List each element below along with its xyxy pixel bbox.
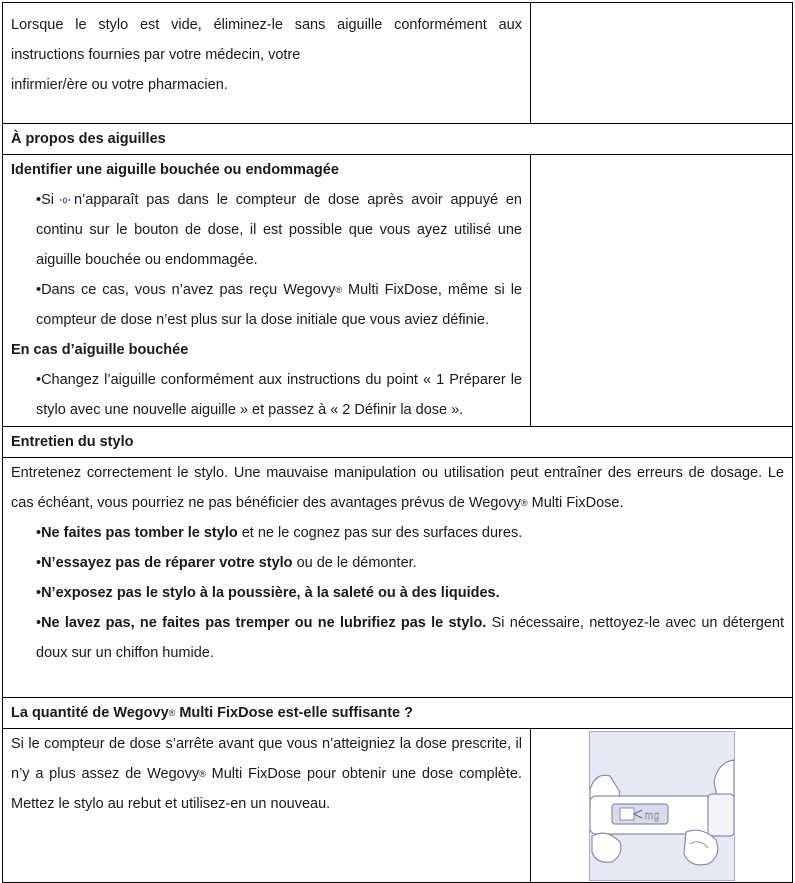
- needles-heading: À propos des aiguilles: [3, 124, 793, 155]
- disposal-line-2: instructions fournies par votre médecin, votre: [11, 47, 301, 63]
- disposal-line-1: Lorsque le stylo est vide, éliminez-le sans aiguille conformément aux: [11, 17, 522, 33]
- care-intro-post: Multi FixDose.: [527, 495, 624, 511]
- registered-mark: ®: [199, 769, 206, 779]
- disposal-line-3: infirmier/ère ou votre pharmacien.: [11, 77, 228, 93]
- bullet2-pre: Dans ce cas, vous n’avez pas reçu Wegovy: [41, 282, 336, 298]
- care-intro: [11, 458, 784, 518]
- disposal-text-cell: [3, 3, 531, 124]
- care-row: [3, 458, 793, 698]
- quantity-row: [3, 729, 793, 883]
- needle-bullet-2: [11, 275, 522, 335]
- pen-illustration-svg: [590, 732, 734, 880]
- svg-text:0: 0: [62, 195, 68, 205]
- care-item-2: [11, 548, 784, 578]
- care-item-2-bold: N’essayez pas de réparer votre stylo: [41, 555, 293, 571]
- quantity-heading-row: [3, 698, 793, 729]
- bullet2-post: Multi FixDose, même si le compteur de dose n’est plus sur la dose initiale que vous aviez définie.: [36, 282, 523, 328]
- care-item-1-rest: et ne le cognez pas sur des surfaces dures.: [237, 525, 523, 541]
- care-item-4: [11, 608, 784, 668]
- registered-mark: ®: [520, 498, 528, 508]
- care-item-1: [11, 518, 784, 548]
- disposal-figure-cell: [531, 3, 793, 124]
- needles-row: [3, 155, 793, 427]
- dose-unit-label: mg: [643, 810, 660, 822]
- identify-heading: Identifier une aiguille bouchée ou endommagée: [11, 162, 339, 178]
- care-item-4-bold: Ne lavez pas, ne faites pas tremper ou ne lubrifiez pas le stylo.: [41, 615, 487, 631]
- quantity-heading-pre: La quantité de Wegovy: [11, 705, 169, 721]
- registered-mark: ®: [335, 285, 342, 295]
- care-item-1-bold: Ne faites pas tomber le stylo: [41, 525, 238, 541]
- quantity-figure-cell: [531, 729, 793, 883]
- quantity-heading-post: Multi FixDose est-elle suffisante ?: [175, 705, 413, 721]
- blocked-heading: En cas d’aiguille bouchée: [11, 342, 189, 358]
- needle-bullet-1: [11, 185, 522, 275]
- instructions-table: [2, 2, 793, 883]
- disposal-row: [3, 3, 793, 124]
- care-item-3: [11, 578, 784, 608]
- quantity-heading: [3, 698, 793, 729]
- care-text-cell: [3, 458, 793, 698]
- pen-dose-counter-illustration: [589, 731, 735, 881]
- registered-mark: ®: [168, 708, 176, 718]
- needle-indicator-icon: [60, 195, 70, 205]
- bullet1-pre: Si: [41, 192, 54, 208]
- needles-text-cell: [3, 155, 531, 427]
- needles-figure-cell: [531, 155, 793, 427]
- care-item-4-rest: Si nécessaire, nettoyez-le avec un détergent doux sur un chiffon humide.: [36, 615, 784, 661]
- bullet3-text: Changez l’aiguille conformément aux instructions du point « 1 Préparer le stylo avec une nouvelle aiguille » et passez à « 2 Définir la dose ».: [36, 372, 522, 418]
- quantity-text-post: Multi FixDose pour obtenir une dose complète. Mettez le stylo au rebut et utilisez-en un nouveau.: [11, 766, 522, 812]
- document-page: [2, 2, 792, 883]
- care-intro-pre: Entretenez correctement le stylo. Une mauvaise manipulation ou utilisation peut entraîner des erreurs de dosage. Le cas échéant, vous pourriez ne pas bénéficier des avantages prévus de Wegovy: [11, 465, 784, 511]
- bullet1-post: n’apparaît pas dans le compteur de dose après avoir appuyé en continu sur le bouton de dose, il est possible que vous ayez utilisé une aiguille bouchée ou endommagée.: [36, 192, 522, 268]
- care-heading-row: [3, 427, 793, 458]
- needles-heading-row: [3, 124, 793, 155]
- quantity-text-cell: [3, 729, 531, 883]
- care-item-2-rest: ou de le démonter.: [292, 555, 417, 571]
- care-item-3-bold: N’exposez pas le stylo à la poussière, à la saleté ou à des liquides.: [41, 585, 500, 601]
- care-heading: Entretien du stylo: [3, 427, 793, 458]
- quantity-text-pre: Si le compteur de dose s’arrête avant que vous n’atteigniez la dose prescrite, il n’y a plus assez de Wegovy: [11, 736, 522, 782]
- needle-bullet-3: [11, 365, 522, 425]
